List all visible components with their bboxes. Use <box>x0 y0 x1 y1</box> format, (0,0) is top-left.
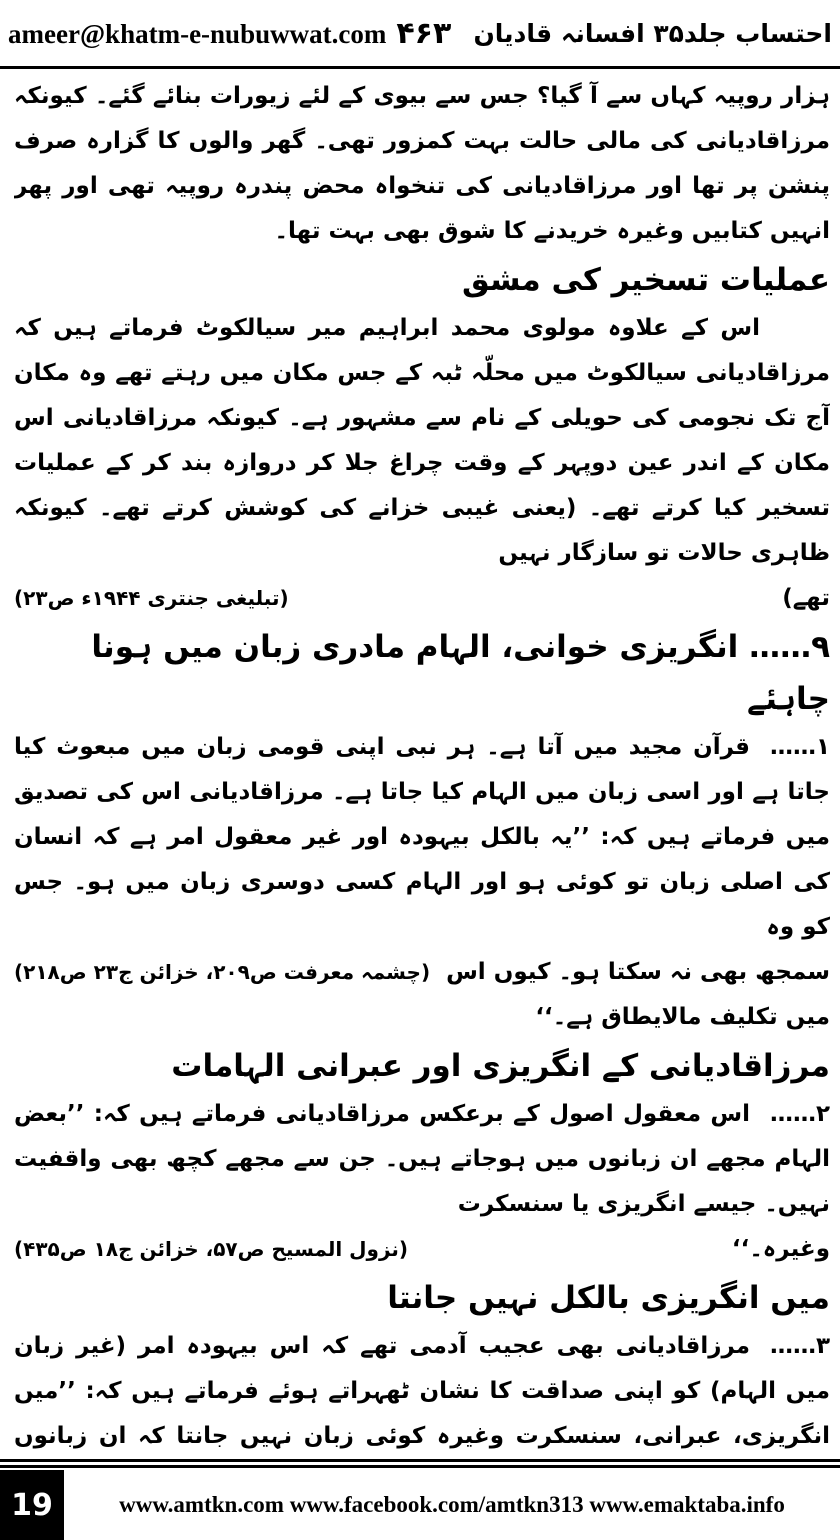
paragraph-3-text: قرآن مجید میں آتا ہے۔ ہر نبی اپنی قومی زبان میں مبعوث کیا جاتا ہے اور اسی زبان میں الہام کیا جاتا ہے۔ مرزاقادیانی اس کی تصدیق میں فرماتے ہیں کہ: ’’یہ بالکل بیہودہ اور غیر معقول امر ہے کہ انسان کی اصلی زبان تو کوئی ہو اور الہام کسی دوسری زبان میں ہو۔ جس کو وہ <box>14 734 830 940</box>
paragraph-4-text: اس معقول اصول کے برعکس مرزاقادیانی فرماتے ہیں کہ: ’’بعض الہام مجھے ان زبانوں میں ہوجاتے ہیں۔ جن سے مجھے کچھ بھی واقفیت نہیں۔ جیسے انگریزی یا سنسکرت <box>14 1101 830 1217</box>
footer-rule-bottom <box>0 1465 840 1468</box>
reference-chashma-marifat: (چشمہ معرفت ص۲۰۹، خزائن ج۲۳ ص۲۱۸) <box>14 960 431 984</box>
paragraph-4 <box>14 1092 830 1227</box>
paragraph-4-last-line <box>14 1227 830 1272</box>
paragraph-2-last-line <box>14 576 830 621</box>
header-rule <box>0 66 840 69</box>
paragraph-3-number: ۱…… <box>769 734 830 760</box>
heading-amliyat-taskheer: عملیات تسخیر کی مشق <box>462 262 830 298</box>
paragraph-3-last-line <box>14 950 830 1040</box>
page-body <box>14 74 830 1452</box>
reference-tableeghi-jantri: (تبلیغی جنتری ۱۹۴۴ء ص۲۳) <box>14 586 289 610</box>
heading-section-9: ۹…… انگریزی خوانی، الہام مادری زبان میں ہونا چاہئے <box>91 629 830 717</box>
page-footer <box>0 1470 840 1540</box>
footer-website-links[interactable]: www.amtkn.com www.facebook.com/amtkn313 www.emaktaba.info <box>119 1492 785 1517</box>
header-left <box>8 16 451 51</box>
reference-nuzool-masih-1: (نزول المسیح ص۵۷، خزائن ج۱۸ ص۴۳۵) <box>14 1237 409 1261</box>
header-page-number: ۴۶۳ <box>396 15 452 51</box>
footer-rule-top <box>0 1459 840 1462</box>
header-email: ameer@khatm-e-nubuwwat.com <box>8 18 387 49</box>
paragraph-3 <box>14 725 830 950</box>
paragraph-3-last: سمجھ بھی نہ سکتا ہو۔ کیوں اس میں تکلیف مالایطاق ہے۔‘‘ <box>446 959 830 1030</box>
page-header <box>8 0 832 66</box>
paragraph-1: ہزار روپیہ کہاں سے آ گیا؟ جس سے بیوی کے لئے زیورات بنائے گئے۔ کیونکہ مرزاقادیانی کی مالی حالت بہت کمزور تھی۔ گھر والوں کا گزارہ صرف پنشن پر تھا اور مرزاقادیانی کی تنخواہ محض پندرہ روپیہ تھی اور پھر انہیں کتابیں وغیرہ خریدنے کا شوق بھی بہت تھا۔ <box>14 83 830 244</box>
heading-english-hebrew-ilhamat: مرزاقادیانی کے انگریزی اور عبرانی الہامات <box>171 1048 830 1084</box>
paragraph-4-number: ۲…… <box>769 1101 830 1127</box>
heading-english-nahin-janta: میں انگریزی بالکل نہیں جانتا <box>387 1280 830 1316</box>
paragraph-2-text: اس کے علاوہ مولوی محمد ابراہیم میر سیالکوٹ فرماتے ہیں کہ مرزاقادیانی سیالکوٹ میں محلّہ ٹبہ کے جس مکان میں رہتے تھے وہ مکان آج تک نجومی کی حویلی کے نام سے مشہور ہے۔ کیونکہ مرزاقادیانی اس مکان کے اندر عین دوپہر کے وقت چراغ جلا کر دروازہ بند کر کے عملیات تسخیر کیا کرتے تھے۔ (یعنی غیبی خزانے کی کوشش کرتے تھے۔ کیونکہ ظاہری حالات تو سازگار نہیں <box>14 315 830 566</box>
paragraph-2-last: تھے) <box>782 585 830 611</box>
paragraph-5-number: ۳…… <box>769 1333 830 1359</box>
paragraph-4-last: وغیرہ۔‘‘ <box>731 1236 830 1262</box>
paragraph-5 <box>14 1324 830 1452</box>
footer-sheet-number: 19 <box>0 1470 64 1540</box>
paragraph-2 <box>14 306 830 576</box>
header-book-title: احتساب جلد۳۵ افسانہ قادیان <box>473 18 832 48</box>
paragraph-5-text: مرزاقادیانی بھی عجیب آدمی تھے کہ اس بیہودہ امر (غیر زبان میں الہام) کو اپنی صداقت کا نشان ٹھہراتے ہوئے فرماتے ہیں کہ: ’’میں انگریزی، عبرانی، سنسکرت وغیرہ کوئی زبان نہیں جانتا کہ ان زبانوں <box>14 1333 830 1449</box>
